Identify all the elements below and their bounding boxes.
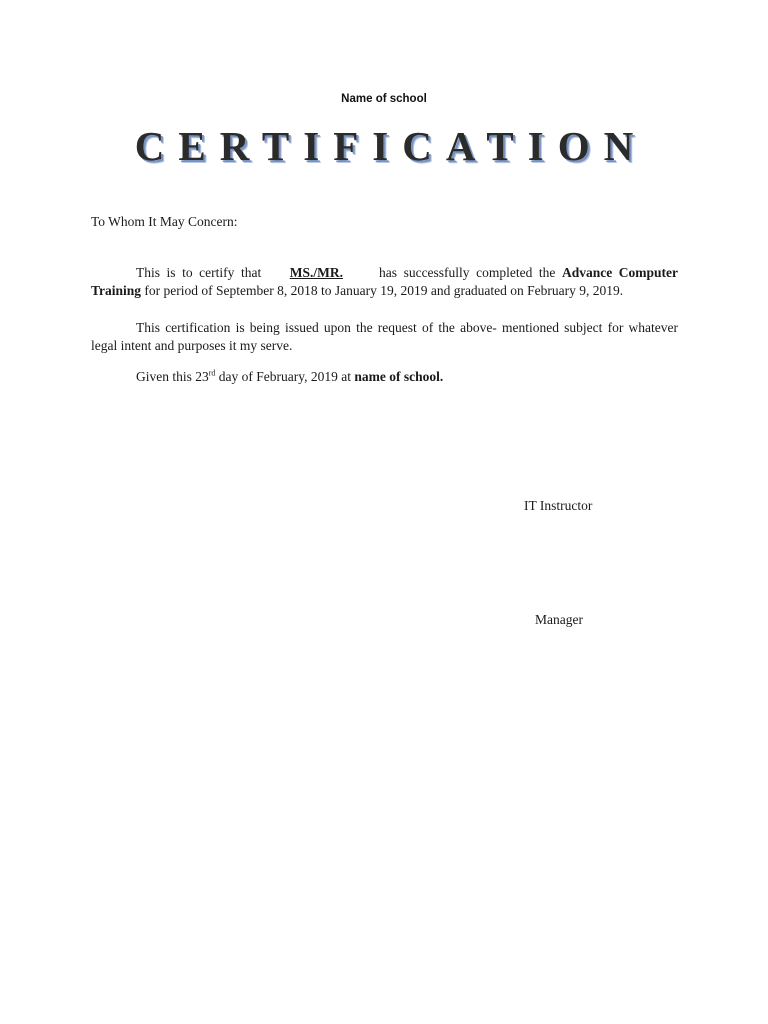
salutation: To Whom It May Concern:	[91, 214, 238, 229]
signatory-manager: Manager	[535, 612, 583, 627]
given-middle: day of February, 2019 at	[218, 369, 352, 384]
name-placeholder: MS./MR.	[289, 265, 344, 280]
mid-text: has successfully completed the	[379, 265, 556, 280]
given-paragraph	[91, 368, 678, 386]
purpose-paragraph	[91, 319, 678, 355]
intro-text: This is to certify that	[136, 265, 262, 280]
signatory-instructor: IT Instructor	[524, 498, 593, 513]
given-prefix: Given this 23	[136, 369, 209, 384]
period-text: for period of September 8, 2018 to January 19, 2019 and graduated on February 9, 2019.	[144, 283, 624, 298]
document-title: CERTIFICATION	[134, 123, 648, 169]
purpose-text: This certification is being issued upon the request of the above- mentioned subject for whatever legal intent and purposes it my serve.	[91, 320, 678, 353]
school-name-header: Name of school	[341, 93, 427, 105]
ordinal-suffix: rd	[208, 368, 216, 378]
course-name: Advance Computer Training	[91, 265, 678, 298]
given-school: name of school.	[354, 369, 444, 384]
certification-paragraph	[91, 264, 678, 300]
